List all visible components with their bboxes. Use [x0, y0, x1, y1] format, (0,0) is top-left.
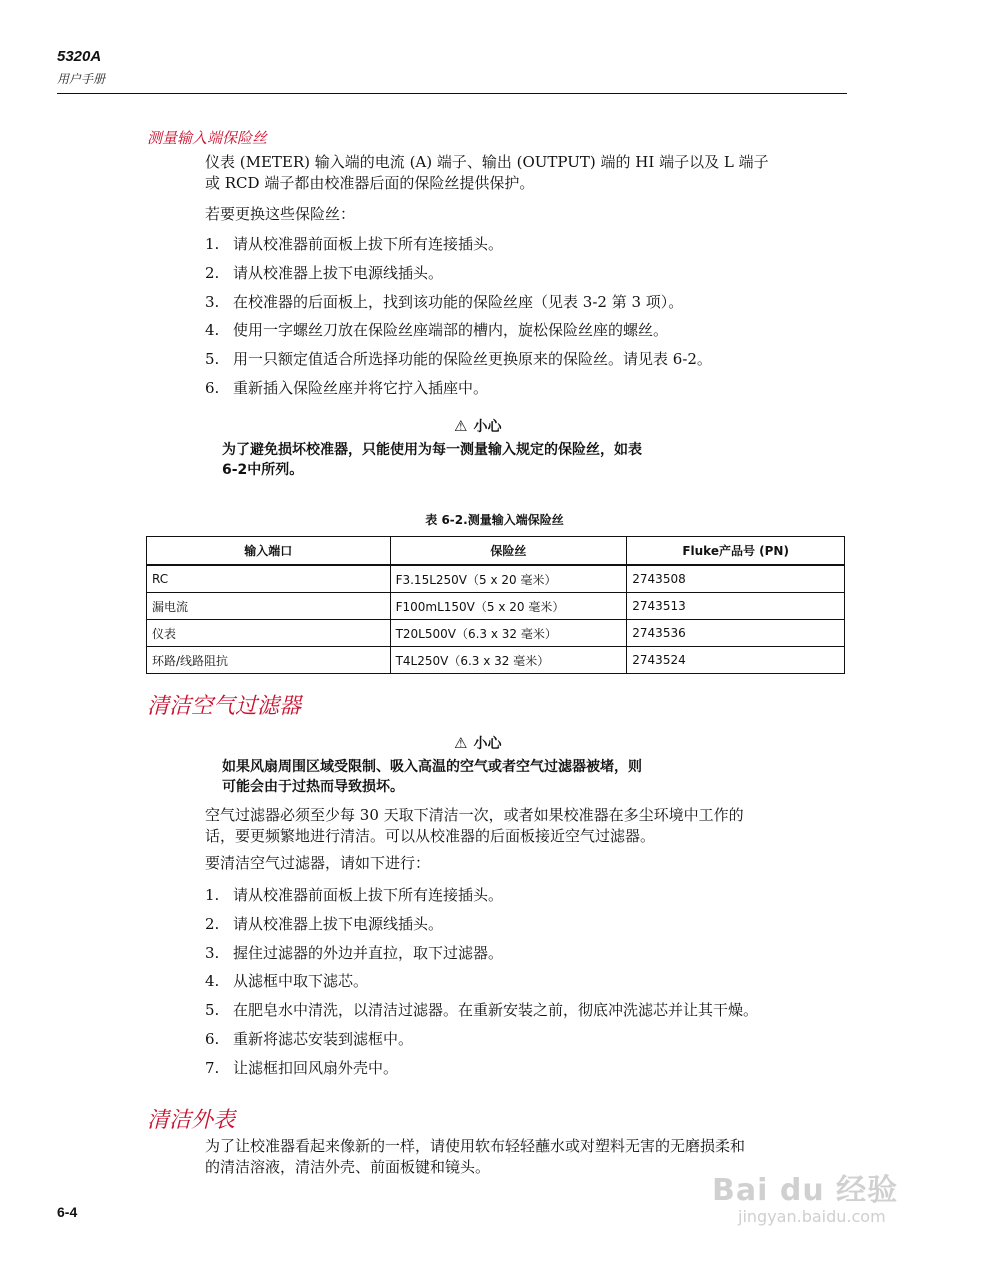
filter-step [205, 942, 503, 963]
step-text: 使用一字螺丝刀放在保险丝座端部的槽内，旋松保险丝座的螺丝。 [233, 321, 669, 339]
table-cell: 环路/线路阻抗 [147, 647, 391, 674]
filter-step [205, 884, 503, 905]
filter-caution-title [454, 733, 501, 753]
step-number: 2. [205, 915, 220, 933]
table-row [147, 565, 845, 593]
header-divider [57, 93, 847, 94]
caution-line: 为了避免损坏校准器，只能使用为每一测量输入规定的保险丝，如表 [222, 442, 642, 458]
step-text: 在校准器的后面板上，找到该功能的保险丝座（见表 3-2 第 3 项）。 [233, 293, 684, 311]
filter-step [205, 1057, 398, 1078]
table-row [147, 620, 845, 647]
warning-triangle-icon: ⚠ [454, 417, 468, 435]
step-text: 用一只额定值适合所选择功能的保险丝更换原来的保险丝。请见表 6-2。 [233, 350, 712, 368]
step-number: 4. [205, 321, 220, 339]
warning-triangle-icon: ⚠ [454, 734, 468, 752]
column-header: 保险丝 [390, 537, 627, 566]
fuse-section-heading: 测量输入端保险丝 [147, 129, 268, 147]
table-cell: T4L250V（6.3 x 32 毫米） [390, 647, 627, 674]
fuse-lead-text: 若要更换这些保险丝： [205, 205, 356, 223]
filter-caution-text [222, 757, 642, 797]
table-cell: 漏电流 [147, 593, 391, 620]
table-row [147, 647, 845, 674]
fuse-table [146, 536, 845, 674]
table-cell: 仪表 [147, 620, 391, 647]
fuse-intro-line-2: 或 RCD 端子都由校准器后面的保险丝提供保护。 [205, 174, 535, 192]
fuse-step [205, 291, 683, 312]
table-cell: 2743524 [627, 647, 845, 674]
exterior-para-line-2: 的清洁溶液，清洁外壳、前面板键和镜头。 [205, 1158, 491, 1176]
document-model: 5320A [57, 48, 102, 65]
fuse-caution-title [454, 416, 501, 436]
table-cell: T20L500V（6.3 x 32 毫米） [390, 620, 627, 647]
step-text: 请从校准器前面板上拔下所有连接插头。 [233, 235, 504, 253]
watermark-url: jingyan.baidu.com [738, 1207, 886, 1226]
caution-line: 可能会由于过热而导致损坏。 [222, 779, 404, 795]
step-number: 7. [205, 1059, 220, 1077]
table-cell: F3.15L250V（5 x 20 毫米） [390, 565, 627, 593]
table-cell: RC [147, 565, 391, 593]
filter-step [205, 913, 443, 934]
filter-lead-text: 要清洁空气过滤器，请如下进行： [205, 854, 431, 872]
step-text: 请从校准器上拔下电源线插头。 [233, 264, 444, 282]
caution-label: 小心 [473, 419, 502, 435]
step-text: 请从校准器上拔下电源线插头。 [233, 915, 444, 933]
fuse-step [205, 348, 712, 369]
exterior-para-line-1: 为了让校准器看起来像新的一样，请使用软布轻轻蘸水或对塑料无害的无磨损柔和 [205, 1137, 746, 1155]
table-row [147, 593, 845, 620]
table-caption: 表 6-2.测量输入端保险丝 [425, 513, 564, 527]
step-number: 6. [205, 379, 220, 397]
filter-para-line-2: 话，要更频繁地进行清洁。可以从校准器的后面板接近空气过滤器。 [205, 827, 656, 845]
fuse-step [205, 233, 503, 254]
table-cell: F100mL150V（5 x 20 毫米） [390, 593, 627, 620]
step-text: 在肥皂水中清洗，以清洁过滤器。在重新安装之前，彻底冲洗滤芯并让其干燥。 [233, 1001, 759, 1019]
step-text: 让滤框扣回风扇外壳中。 [233, 1059, 399, 1077]
step-number: 5. [205, 350, 220, 368]
fuse-step [205, 377, 488, 398]
table-cell: 2743508 [627, 565, 845, 593]
table-cell: 2743536 [627, 620, 845, 647]
step-number: 6. [205, 1030, 220, 1048]
step-text: 重新将滤芯安装到滤框中。 [233, 1030, 414, 1048]
step-number: 3. [205, 944, 220, 962]
step-number: 1. [205, 886, 220, 904]
page-number: 6-4 [57, 1204, 78, 1220]
filter-step [205, 1028, 413, 1049]
fuse-caution-text [222, 440, 642, 480]
filter-step [205, 970, 368, 991]
step-text: 请从校准器前面板上拔下所有连接插头。 [233, 886, 504, 904]
table-cell: 2743513 [627, 593, 845, 620]
step-number: 1. [205, 235, 220, 253]
fuse-step [205, 262, 443, 283]
document-subtitle: 用户手册 [57, 72, 106, 86]
step-number: 2. [205, 264, 220, 282]
filter-section-heading: 清洁空气过滤器 [147, 694, 302, 719]
step-number: 3. [205, 293, 220, 311]
filter-para-line-1: 空气过滤器必须至少每 30 天取下清洁一次，或者如果校准器在多尘环境中工作的 [205, 806, 744, 824]
fuse-intro-line-1: 仪表 (METER) 输入端的电流 (A) 端子、输出 (OUTPUT) 端的 HI 端子以及 L 端子 [205, 153, 769, 171]
step-text: 从滤框中取下滤芯。 [233, 972, 369, 990]
fuse-step [205, 319, 668, 340]
column-header: Fluke产品号 (PN) [627, 537, 845, 566]
filter-step [205, 999, 758, 1020]
caution-line: 如果风扇周围区域受限制、吸入高温的空气或者空气过滤器被堵，则 [222, 759, 642, 775]
table-header-row [147, 537, 845, 566]
caution-line: 6-2中所列。 [222, 462, 304, 478]
watermark-logo: Bai du 经验 [712, 1173, 899, 1208]
caution-label: 小心 [473, 736, 502, 752]
step-number: 5. [205, 1001, 220, 1019]
step-text: 握住过滤器的外边并直拉，取下过滤器。 [233, 944, 504, 962]
column-header: 输入端口 [147, 537, 391, 566]
step-number: 4. [205, 972, 220, 990]
step-text: 重新插入保险丝座并将它拧入插座中。 [233, 379, 489, 397]
exterior-section-heading: 清洁外表 [147, 1108, 236, 1133]
